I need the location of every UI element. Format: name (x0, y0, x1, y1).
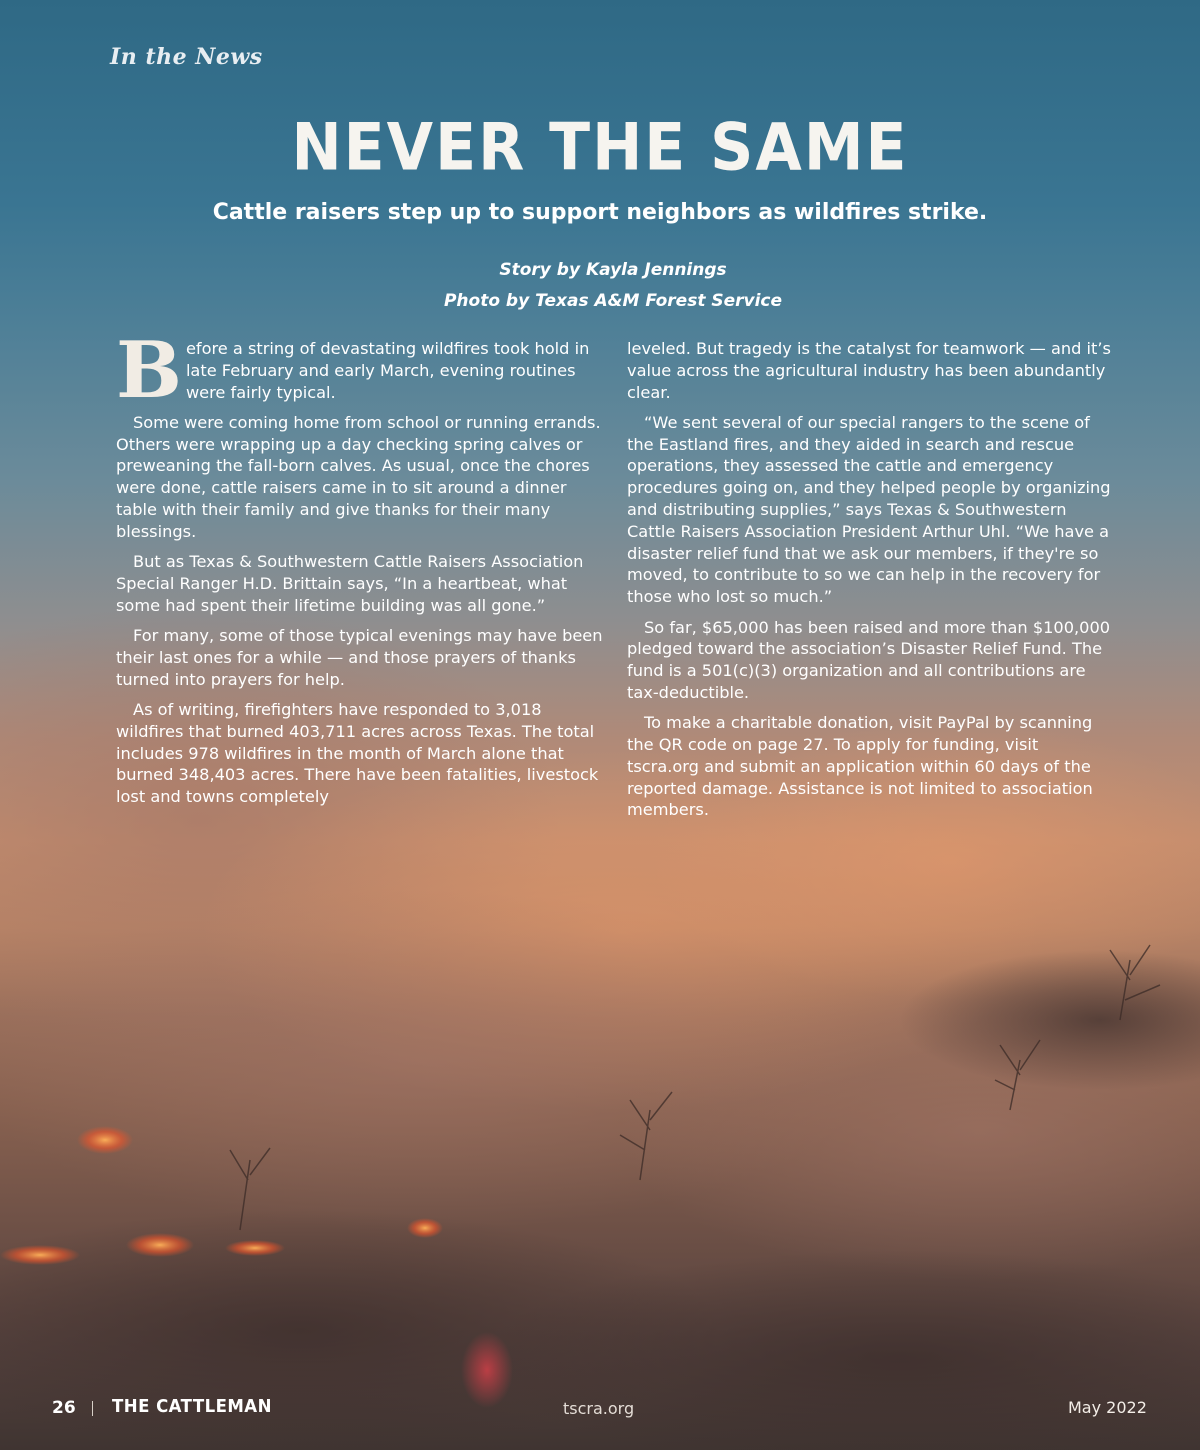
article-paragraph: So far, $65,000 has been raised and more than $100,000 pledged toward the association’s Disaster Relief Fund. The fund is a 501(c)(3) organization and all contributions are tax-deductible. (627, 617, 1111, 702)
story-credit: Story by Kayla Jennings (499, 260, 727, 280)
photo-credit: Photo by Texas A&M Forest Service (443, 291, 783, 311)
article-paragraph: But as Texas & Southwestern Cattle Raisers Association Special Ranger H.D. Brittain says, “In a heartbeat, what some had spent their lifetime building was all gone.” (116, 552, 584, 615)
article-column-right (627, 338, 1115, 830)
issue-date: May 2022 (1068, 1398, 1147, 1417)
flame (126, 1233, 194, 1257)
article-paragraph: As of writing, firefighters have responded to 3,018 wildfires that burned 403,711 acres across Texas. The total includes 978 wildfires in the month of March alone that burned 348,403 acres. There have been fatalities, livestock lost and towns completely (116, 699, 599, 807)
footer-divider (92, 1401, 93, 1416)
article-paragraph: To make a charitable donation, visit PayPal by scanning the QR code on page 27. To apply for funding, visit tscra.org and submit an application within 60 days of the reported damage. Assistance is not limited to association members. (627, 713, 1093, 820)
article-paragraph: “We sent several of our special rangers to the scene of the Eastland fires, and they aided in search and rescue operations, they assessed the cattle and emergency procedures going on, and they helped people by organizing and distributing supplies,” says Texas & Southwestern Cattle Raisers Association President Arthur Uhl. “We have a disaster relief fund that we ask our members, if they're so moved, to contribute to so we can help in the recovery for those who lost so much.” (627, 412, 1111, 607)
flame (0, 1245, 80, 1265)
flame (77, 1126, 133, 1154)
page-footer (0, 1392, 1200, 1426)
article-paragraph: leveled. But tragedy is the catalyst for teamwork — and it’s value across the agricultural industry has been abundantly clear. (627, 339, 1111, 402)
article-paragraph: Some were coming home from school or running errands. Others were wrapping up a day checking spring calves or preweaning the fall-born calves. As usual, once the chores were done, cattle raisers came in to sit around a dinner table with their family and give thanks for their many blessings. (116, 412, 601, 541)
headline: NEVER THE SAME (291, 110, 909, 186)
flame (225, 1240, 285, 1256)
subheadline: Cattle raisers step up to support neighbors as wildfires strike. (212, 200, 988, 225)
article-paragraph: For many, some of those typical evenings may have been their last ones for a while — and those prayers of thanks turned into prayers for help. (116, 626, 603, 689)
drop-cap: B (116, 325, 182, 416)
page-number: 26 (52, 1398, 76, 1418)
section-label: In the News (110, 44, 263, 70)
flame (407, 1218, 443, 1238)
article-paragraph: Before a string of devastating wildfires took hold in late February and early March, evening routines were fairly typical. (116, 325, 590, 416)
website-link[interactable]: tscra.org (563, 1399, 635, 1418)
article-column-left (116, 325, 604, 816)
publication-name: THE CATTLEMAN (112, 1396, 272, 1417)
